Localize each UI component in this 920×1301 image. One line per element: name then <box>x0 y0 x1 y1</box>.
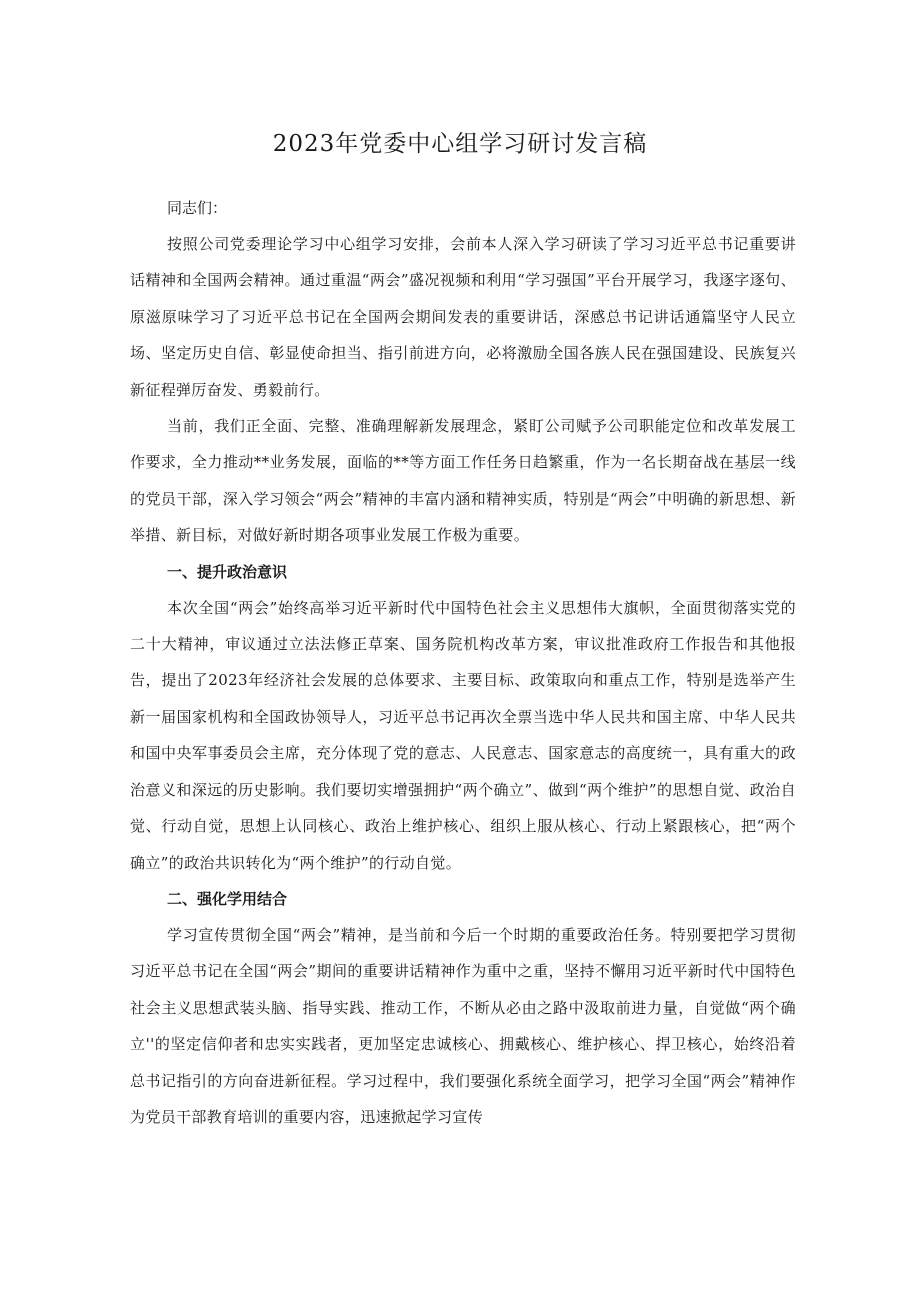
section-heading-1: 一、提升政治意识 <box>167 562 288 581</box>
section-heading-2: 二、强化学用结合 <box>167 889 288 908</box>
document-title: 2023年党委中心组学习研讨发言稿 <box>272 131 648 157</box>
salutation: 同志们： <box>167 199 228 217</box>
section-2-paragraph: 学习宣传贯彻全国“两会”精神，是当前和今后一个时期的重要政治任务。特别要把学习贯彻习近平总书记在全国“两会”期间的重要讲话精神作为重中之重，坚持不懈用习近平新时代中国特色社会主义思想武装头脑、指导实践、推动工作，不断从必由之路中汲取前进力量，自觉做“两个确立''的坚定信仰者和忠实实践者，更加坚定忠诚核心、拥戴核心、维护核心、捍卫核心，始终沿着总书记指引的方向奋进新征程。学习过程中，我们要强化系统全面学习，把学习全国“两会”精神作为党员干部教育培训的重要内容，迅速掀起学习宣传 <box>130 925 796 1126</box>
intro-paragraph-1: 按照公司党委理论学习中心组学习安排，会前本人深入学习研读了学习习近平总书记重要讲话精神和全国两会精神。通过重温“两会”盛况视频和利用“学习强国”平台开展学习，我逐字逐句、原滋原味学习了习近平总书记在全国两会期间发表的重要讲话，深感总书记讲话通篇坚守人民立场、坚定历史自信、彰显使命担当、指引前进方向，必将激励全国各族人民在强国建设、民族复兴新征程弹厉奋发、勇毅前行。 <box>130 235 796 399</box>
section-1-paragraph: 本次全国“两会”始终高举习近平新时代中国特色社会主义思想伟大旗帜，全面贯彻落实党的二十大精神，审议通过立法法修正草案、国务院机构改革方案，审议批准政府工作报告和其他报告，提出了2023年经济社会发展的总体要求、主要目标、政策取向和重点工作，特别是选举产生新一届国家机构和全国政协领导人，习近平总书记再次全票当选中华人民共和国主席、中华人民共和国中央军事委员会主席，充分体现了党的意志、人民意志、国家意志的高度统一，具有重大的政治意义和深远的历史影响。我们要切实增强拥护“两个确立”、做到“两个维护”的思想自觉、政治自觉、行动自觉，思想上认同核心、政治上维护核心、组织上服从核心、行动上紧跟核心，把“两个确立”的政治共识转化为“两个维护”的行动自觉。 <box>130 598 796 872</box>
intro-paragraph-2: 当前，我们正全面、完整、准确理解新发展理念，紧盯公司赋予公司职能定位和改革发展工作要求，全力推动**业务发展，面临的**等方面工作任务日趋繁重，作为一名长期奋战在基层一线的党员干部，深入学习领会“两会”精神的丰富内涵和精神实质，特别是“两会”中明确的新思想、新举措、新目标，对做好新时期各项事业发展工作极为重要。 <box>130 417 796 545</box>
document-body <box>130 190 796 1135</box>
